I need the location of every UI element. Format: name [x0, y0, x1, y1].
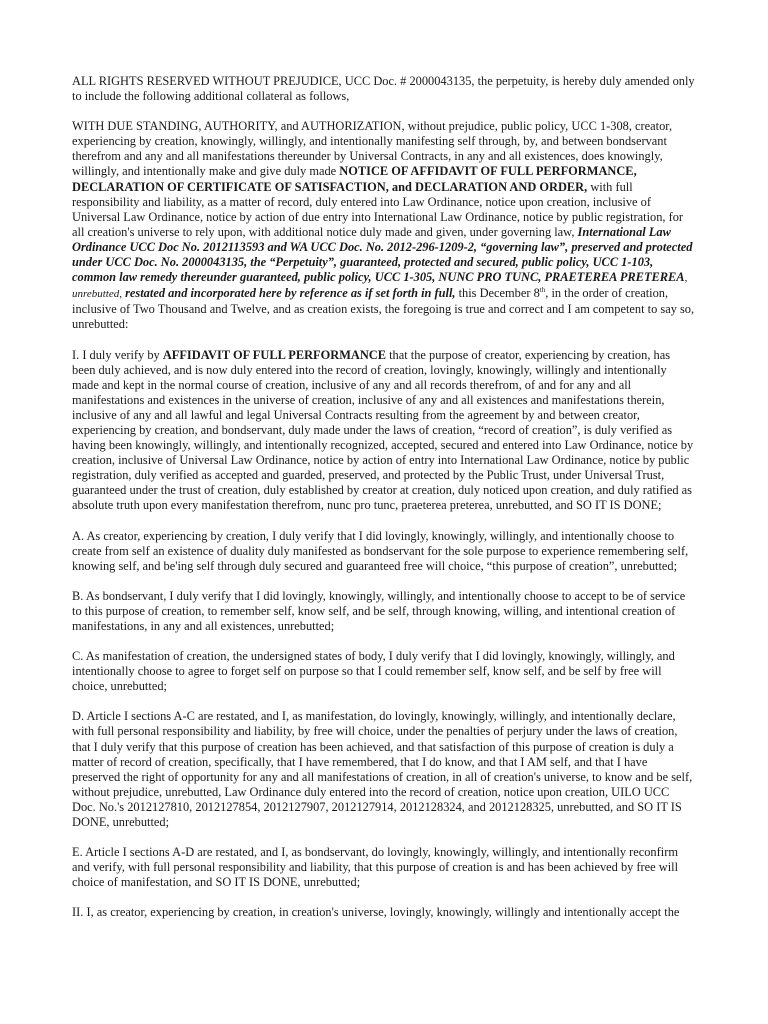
date-ordinal: th: [539, 286, 546, 295]
notice-title: NOTICE OF AFFIDAVIT OF FULL PERFORMANCE, DECLARATION OF CERTIFICATE OF SATISFACTION, and DECLARATION AND ORDER,: [72, 164, 637, 194]
paragraph-article-1: [72, 348, 696, 514]
paragraph-section-a: A. As creator, experiencing by creation, I duly verify that I did lovingly, knowingly, willingly, and intentionally choose to create from self an existence of duality duly manifested as bondservant for the sole purpose to experience remembering self, knowing self, and be'ing self through duly secured and guaranteed free will choice, “this purpose of creation”, unrebutted;: [72, 528, 689, 573]
article-1-lead: I. I duly verify by: [72, 347, 163, 362]
paragraph-article-2: II. I, as creator, experiencing by creation, in creation's universe, lovingly, knowingly, willingly and intentionally accept the: [72, 905, 680, 920]
paragraph-section-d: D. Article I sections A-C are restated, and I, as manifestation, do lovingly, knowingly, willingly, and intentionally declare, with full personal responsibility and liability, by free will choice, under the penalties of perjury under the laws of creation, that I duly verify that this purpose of creation has been achieved, and that satisfaction of this purpose of creation is duly a matter of record of creation, specifically, that I have remembered, that I do know, and that I AM self, and that I have preserved the right of opportunity for any and all manifestations of creation, in all of creation's universe, to know and be self, without prejudice, unrebutted, Law Ordinance duly entered into the record of creation, notice upon creation, UILO UCC Doc. No.'s 2012127810, 2012127854, 2012127907, 2012127914, 2012128324, and 2012128325, unrebutted, and SO IT IS DONE, unrebutted;: [72, 709, 693, 830]
affidavit-title: AFFIDAVIT OF FULL PERFORMANCE: [162, 347, 386, 362]
standing-middle: with full responsibility and liability, as a matter of record, duly entered into Law Ordinance, notice upon creation, inclusive of Universal Law Ordinance, notice by action of due entry into International Law Ordinance, notice by public registration, for all creation's universe to rely upon, with additional notice duly made and given, under governing law,: [72, 179, 684, 239]
standing-tail: , in the order of creation, inclusive of Two Thousand and Twelve, and as creation exists, the foregoing is true and correct and I am competent to say so, unrebutted:: [72, 286, 695, 332]
unrebutted-note: , unrebutted,: [72, 272, 688, 301]
paragraph-standing: [72, 119, 696, 332]
standing-lead: WITH DUE STANDING, AUTHORITY, and AUTHORIZATION, without prejudice, public policy, UCC 1-308, creator, experiencing by creation, knowingly, willingly, and intentionally manifesting self through, by, and between bondservant therefrom and any and all manifestations thereunder by Universal Contracts, in any and all existences, does knowingly, willingly, and intentionally make and give duly made: [72, 119, 673, 179]
date-lead: this December 8: [455, 286, 540, 301]
paragraph-section-b: B. As bondservant, I duly verify that I did lovingly, knowingly, willingly, and intentionally choose to accept to be of service to this purpose of creation, to remember self, know self, and be self, through knowing, willing, and intentional creation of manifestations, in any and all existences, unrebutted;: [72, 588, 686, 633]
restated-clause: restated and incorporated here by reference as if set forth in full,: [122, 286, 456, 301]
paragraph-intro: ALL RIGHTS RESERVED WITHOUT PREJUDICE, UCC Doc. # 2000043135, the perpetuity, is hereby duly amended only to include the following additional collateral as follows,: [72, 74, 695, 104]
paragraph-section-c: C. As manifestation of creation, the undersigned states of body, I duly verify that I did lovingly, knowingly, willingly, and intentionally choose to agree to forget self on purpose so that I could remember self, know self, and be self by free will choice, unrebutted;: [72, 649, 675, 694]
paragraph-section-e: E. Article I sections A-D are restated, and I, as bondservant, do lovingly, knowingly, willingly, and intentionally reconfirm and verify, with full personal responsibility and liability, that this purpose of creation is and has been achieved by free will choice of manifestation, and SO IT IS DONE, unrebutted;: [72, 845, 679, 890]
governing-law-refs: International Law Ordinance UCC Doc No. 2012113593 and WA UCC Doc. No. 2012-296-1209-2, “governing law”, preserved and protected under UCC Doc. No. 2000043135, the “Perpetuity”, guaranteed, protected and secured, public policy, UCC 1-103, common law remedy thereunder guaranteed, public policy, UCC 1-305, NUNC PRO TUNC, PRAETEREA PRETEREA: [72, 224, 693, 285]
article-1-tail: that the purpose of creator, experiencing by creation, has been duly achieved, and is now duly entered into the record of creation, lovingly, knowingly, willingly and intentionally made and kept in the normal course of creation, inclusive of any and all records therefrom, of and for any and all manifestations and existences in the universe of creation, inclusive of any and all existences and manifestations therein, inclusive of any and all lawful and legal Universal Contracts resulting from the agreement by and between creator, experiencing by creation, and bondservant, duly made under the laws of creation, “record of creation”, is duly verified as having been knowingly, willingly, and intentionally recognized, accepted, secured and entered into Law Ordinance, notice by creation, inclusive of Universal Law Ordinance, notice by action of entry into International Law Ordinance, notice by public registration, duly verified as accepted and guarded, preserved, and protected by the Public Trust, under Universal Trust, guaranteed under the trust of creation, duly established by creator at creation, duly noticed upon creation, and duly ratified as absolute truth upon every manifestation therefrom, nunc pro tunc, praeterea preterea, unrebutted, and SO IT IS DONE;: [72, 347, 694, 513]
